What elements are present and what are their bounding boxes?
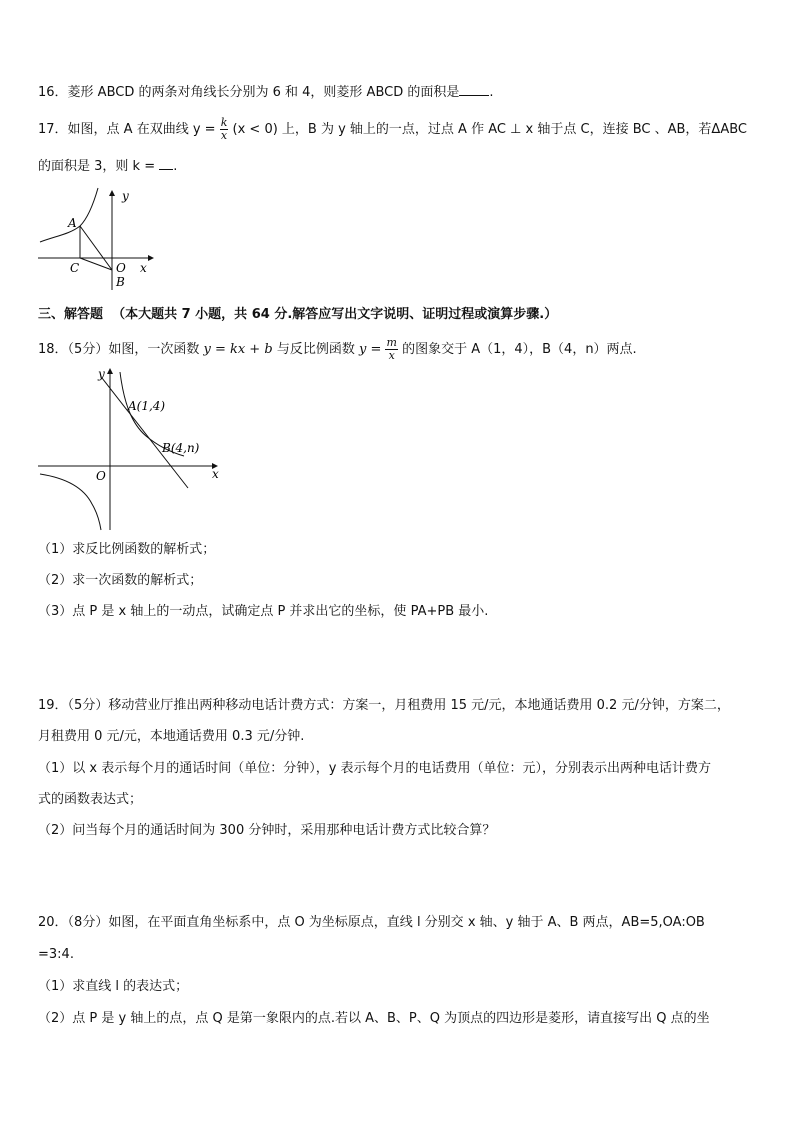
q18-eq2: y = [358,342,382,357]
label-x: x [212,467,219,481]
answer-blank [159,157,173,170]
fraction-numerator: m [386,336,397,349]
label-B: B(4,n) [162,441,200,455]
section-3-header [38,306,557,324]
y-axis-arrow [109,190,115,196]
section-3-note: （本大题共 7 小题，共 64 分.解答应写出文字说明、证明过程或演算步骤.） [112,307,558,322]
label-A: A(1,4) [128,399,166,413]
q18-subquestion-3: （3）点 P 是 x 轴上的一动点，试确定点 P 并求出它的坐标，使 PA+PB 最小. [38,604,489,619]
question-19-line1: 19．（5分）移动营业厅推出两种移动电话计费方式：方案一，月租费用 15 元/元，本地通话费用 0.2 元/分钟，方案二， [38,698,730,713]
q19-subquestion-2: （2）问当每个月的通话时间为 300 分钟时，采用那种电话计费方式比较合算？ [38,823,496,838]
answer-blank [459,83,489,96]
hyperbola-branch-q3 [40,474,101,530]
q19-subquestion-1b: 式的函数表达式； [38,792,143,807]
label-B: B [116,275,125,289]
q18-subquestion-1: （1）求反比例函数的解析式； [38,542,216,557]
linear-function-line [102,378,188,488]
q20-subquestion-2: （2）点 P 是 y 轴上的点，点 Q 是第一象限内的点.若以 A、B、P、Q 为顶点的四边形是菱形，请直接写出 Q 点的坐 [38,1011,710,1026]
q18-part3: 的图象交于 A（1，4），B（4，n）两点. [402,342,637,357]
q16-end: . [489,85,494,100]
q18-eq1: y = kx + b [203,342,273,357]
question-16 [38,83,494,102]
question-17 [38,117,747,142]
question-17-line2 [38,157,177,176]
question-20-line1: 20．（8分）如图，在平面直角坐标系中，点 O 为坐标原点，直线 l 分别交 x 轴、y 轴于 A、B 两点，AB=5,OA:OB [38,915,705,930]
label-C: C [70,261,80,275]
question-18 [38,337,637,362]
fraction-denominator: x [220,129,228,142]
question-20-line2: =3:4. [38,947,74,962]
fraction-m-over-x [385,337,397,362]
label-O: O [96,469,106,483]
q19-subquestion-1a: （1）以 x 表示每个月的通话时间（单位：分钟），y 表示每个月的电话费用（单位：元），分别表示出两种电话计费方 [38,761,712,776]
q18-part1: 18．（5分）如图，一次函数 [38,342,200,357]
hyperbola-branch [40,188,98,242]
y-axis-arrow [107,368,113,374]
label-O: O [116,261,126,275]
fraction-k-over-x [220,117,229,142]
question-19-line2: 月租费用 0 元/元，本地通话费用 0.3 元/分钟. [38,729,305,744]
q17-part1: 17．如图，点 A 在双曲线 y = [38,122,216,137]
section-3-title: 三、解答题 [38,307,104,322]
q17-line2: 的面积是 3，则 k = [38,159,156,174]
label-y: y [98,367,105,381]
fraction-numerator: k [220,116,228,129]
x-axis-arrow [148,255,154,261]
label-y: y [122,189,129,203]
q17-hyperbola-figure [36,186,166,292]
q20-subquestion-1: （1）求直线 l 的表达式； [38,979,189,994]
q17-end: . [173,159,178,174]
q18-function-figure [36,364,226,534]
q16-text: 16．菱形 ABCD 的两条对角线长分别为 6 和 4，则菱形 ABCD 的面积是 [38,85,460,100]
label-x: x [140,261,147,275]
label-A: A [68,216,77,230]
q18-subquestion-2: （2）求一次函数的解析式； [38,573,203,588]
fraction-denominator: x [388,349,395,362]
segment-AB [80,226,112,270]
q17-part2: (x < 0) 上，B 为 y 轴上的一点，过点 A 作 AC ⊥ x 轴于点 C，连接 BC 、AB，若ΔABC [232,122,747,137]
q18-part2: 与反比例函数 [276,342,355,357]
